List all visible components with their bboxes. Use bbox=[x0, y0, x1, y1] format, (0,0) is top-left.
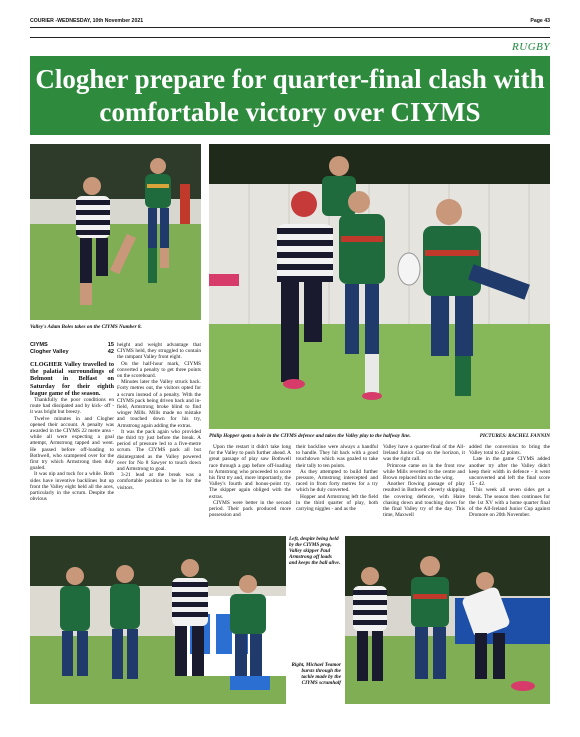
home-team: CIYMS bbox=[30, 342, 48, 348]
article-paragraph: Valley have a quarter-final of the All-Ireland Junior Cup on the horizon, it was the right call. bbox=[383, 444, 465, 463]
article-col-1 bbox=[30, 342, 114, 502]
article-paragraph: Primrose came on in the front row while Mills reverted to the centre and Brown replaced him on the wing. bbox=[383, 462, 465, 482]
headline: Clogher prepare for quarter-final clash with comfortable victory over CIYMS bbox=[35, 63, 545, 127]
photo1-caption: Valley's Adam Boles takes on the CIYMS Number 8. bbox=[30, 324, 142, 330]
photo-adam-boles bbox=[30, 144, 201, 320]
photo2-caption: Philip Hopper spots a hole in the CIYMS defence and takes the Valley play to the halfway line. bbox=[209, 433, 411, 439]
article-paragraph: height and weight advantage that CIYMS held, they struggled to contain the rampant Valley front eight. bbox=[117, 342, 201, 361]
article-paragraph: 3-21 lead at the break was a comfortable position to be in for the visitors. bbox=[117, 472, 201, 491]
article-col-5 bbox=[383, 444, 465, 518]
article-col-3 bbox=[209, 444, 291, 518]
article-col-2 bbox=[117, 342, 201, 491]
article-paragraph: Thankfully the poor conditions en route had dissipated and by kick- off - it was bright but breezy. bbox=[30, 397, 114, 416]
article-paragraph: As they attempted to build further pressure, Armstrong intercepted and raced in from forty metres for a try which he duly converted. bbox=[296, 468, 378, 494]
article-paragraph: Upon the restart it didn't take long for the Valley to push further ahead. A great passage of play saw Bothwell race through a gap before off-loading to Armstrong who proceeded to score his first try and, more importantly, the Valley's fourth and bonus-point try. The skipper again obliged with the extras. bbox=[209, 444, 291, 500]
publication-date: COURIER -WEDNESDAY, 10th November 2021 bbox=[30, 18, 144, 24]
article-col-4 bbox=[296, 444, 378, 512]
score-home bbox=[30, 342, 114, 349]
photo-paul-armstrong bbox=[30, 536, 286, 704]
home-score: 15 bbox=[107, 342, 114, 348]
photo-michael-teamor bbox=[345, 536, 550, 704]
photo3-caption: Left, despite being held by the CIYMS prop, Valley skipper Paul Armstrong off loads and keeps the ball alive. bbox=[289, 536, 341, 566]
article-paragraph: It was the pack again who provided the third try just before the break. A period of pressure led to a five-metre scrum. The CIYMS pack all but disintegrated as the Valley powered over for No 8 Sawyer to touch down and Armstrong to goal. bbox=[117, 428, 201, 473]
article-paragraph: Late in the game CIYMS added another try after the Valley didn't keep their width in defence - it went unconverted and left the final score 15 - 42. bbox=[469, 456, 550, 488]
article-paragraph: Twelve minutes in and Clogher opened their account. A penalty was awarded in the CIYMS 22 metre area - while all were expecting a goal attempt, Armstrong tapped and went. He passed before off-loading to Bothwell, who scampered over for the first try which Armstrong then duly goaled. bbox=[30, 415, 114, 472]
section-label: RUGBY bbox=[512, 41, 550, 53]
score-away bbox=[30, 349, 114, 356]
away-team: Clogher Valley bbox=[30, 349, 69, 355]
page-header bbox=[30, 14, 550, 26]
article-paragraph: Minutes later the Valley struck back. Forty metres out, the visitors opted for a scrum instead of a penalty. With the CIYMS pack being driven back and in-field, Armstrong broke blind to find winger Mills. Mills made no mistake and touched down for his try, Armstrong again adding the extras. bbox=[117, 379, 201, 429]
article-lead: CLOGHER Valley travelled to the palatial surroundings of Belmont in Belfast on Saturday for their eighth league game of the season. bbox=[30, 361, 114, 397]
header-rule-bottom bbox=[30, 37, 550, 38]
article-paragraph: Another flowing passage of play resulted in Bothwell cleverly skipping the covering defence, with Haire chasing down and touching down for the final Valley try of the day. This time, Maxwell bbox=[383, 481, 465, 519]
page-number: Page 43 bbox=[530, 18, 550, 24]
article-paragraph: Hopper and Armstrong left the field in the third quarter of play, both carrying niggles - and as the bbox=[296, 493, 378, 513]
photo-philip-hopper bbox=[209, 144, 550, 429]
photo4-caption: Right, Michael Teamor bursts through the tackle made by the CIYMS scrumhalf bbox=[291, 662, 341, 686]
article-paragraph: CIYMS were better in the second period. Their pack produced more possession and bbox=[209, 499, 291, 519]
article-paragraph: On the half-hour mark, CIYMS converted a penalty to get three points on the scoreboard. bbox=[117, 360, 201, 380]
article-col-6 bbox=[469, 444, 550, 518]
article-paragraph: It was nip and tuck for a while. Both sides have inventive backlines but up front the Valley eight held all the aces, particularly in the scrum. Despite the obvious bbox=[30, 471, 114, 503]
header-rule-top bbox=[30, 27, 550, 28]
away-score: 42 bbox=[107, 349, 114, 355]
headline-banner bbox=[30, 56, 550, 135]
article-paragraph: their backline were always a handful to handle. They hit back with a good touchdown which was goaled to take their tally to ten points. bbox=[296, 444, 378, 469]
article-paragraph: This week all seven sides get a break. The season then continues for the 1st XV with a home quarter final of the All-Ireland Junior Cup against Dromore on 20th November. bbox=[469, 487, 550, 519]
article-paragraph: added the conversion to bring the Valley total to 42 points. bbox=[469, 444, 550, 457]
photo-credit: PICTURES: RACHEL FANNIN bbox=[479, 433, 550, 439]
